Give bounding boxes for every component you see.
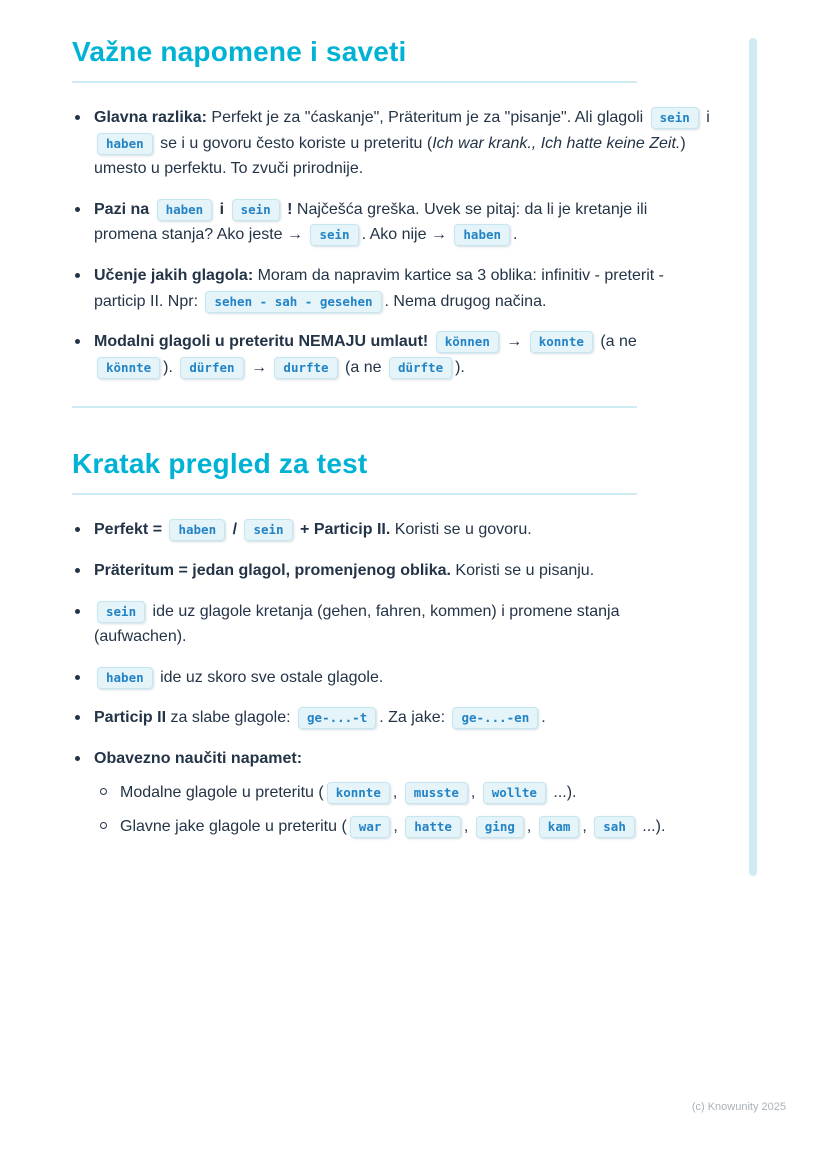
code-token: ge-...-t xyxy=(298,707,376,729)
list-item xyxy=(72,329,714,380)
bullet-list xyxy=(72,105,714,380)
text-run xyxy=(428,333,432,350)
section-title: Kratak pregled za test xyxy=(72,448,637,495)
sub-list-item xyxy=(98,780,714,806)
code-token: könnte xyxy=(97,357,160,379)
bold-text: i xyxy=(215,200,229,218)
code-token: haben xyxy=(169,519,225,541)
footer-credit: (c) Knowunity 2025 xyxy=(691,1101,786,1113)
text-run: → xyxy=(246,358,272,376)
text-run: Modalne glagole u preteritu ( xyxy=(120,783,324,801)
bold-text: Obavezno naučiti napamet: xyxy=(94,749,303,767)
text-run: (a ne xyxy=(595,333,637,351)
code-token: durfte xyxy=(274,357,337,379)
text-run: za slabe glagole: xyxy=(166,709,296,727)
list-item xyxy=(72,517,714,543)
bold-text: Perfekt = xyxy=(94,521,167,539)
code-token: haben xyxy=(157,199,213,221)
text-run: se i u govoru često koriste u preteritu ( xyxy=(155,134,433,152)
bold-text: + Particip II. xyxy=(295,521,391,539)
code-token: können xyxy=(436,331,499,353)
text-run: (a ne xyxy=(340,358,386,376)
text-run: ...). xyxy=(548,783,577,801)
section-title: Važne napomene i saveti xyxy=(72,36,637,83)
text-run: Glavne jake glagole u preteritu ( xyxy=(120,818,347,836)
code-token: haben xyxy=(97,133,153,155)
sections-container xyxy=(72,36,714,840)
section-divider xyxy=(72,406,637,408)
text-run: ). xyxy=(455,358,465,376)
text-run: Moram da napravim kartice sa 3 oblika: infinitiv - preterit - particip II. Npr: xyxy=(94,266,664,310)
sub-list-item xyxy=(98,814,714,840)
list-item xyxy=(72,558,714,584)
text-run: , xyxy=(463,818,473,836)
text-run: ide uz skoro sve ostale glagole. xyxy=(155,668,384,686)
code-token: sein xyxy=(244,519,292,541)
text-run: , xyxy=(526,818,536,836)
code-token: haben xyxy=(97,667,153,689)
text-run: . Nema drugog načina. xyxy=(384,292,547,310)
bold-text: Präteritum = jedan glagol, promenjenog oblika. xyxy=(94,561,451,579)
code-token: sein xyxy=(232,199,280,221)
code-token: konnte xyxy=(530,331,593,353)
bold-text: Pazi na xyxy=(94,200,154,218)
list-item xyxy=(72,105,714,182)
text-run: . Za jake: xyxy=(379,709,450,727)
list-item xyxy=(72,197,714,248)
code-token: sehen - sah - gesehen xyxy=(205,291,381,313)
sub-bullet-list xyxy=(98,780,714,840)
code-token: konnte xyxy=(327,782,390,804)
code-token: sein xyxy=(97,601,145,623)
list-item xyxy=(72,665,714,691)
code-token: hatte xyxy=(405,816,461,838)
code-token: war xyxy=(350,816,391,838)
bullet-list xyxy=(72,517,714,839)
code-token: musste xyxy=(405,782,468,804)
bold-text: Particip II xyxy=(94,709,167,727)
text-run: ) umesto u perfektu. To zvuči prirodnije. xyxy=(94,134,686,178)
text-run: ide uz glagole kretanja (gehen, fahren, kommen) i promene stanja (aufwachen). xyxy=(94,602,620,646)
text-run: ). xyxy=(163,358,178,376)
bold-text: ! xyxy=(282,200,293,218)
list-item xyxy=(72,746,714,840)
code-token: sah xyxy=(594,816,635,838)
code-token: ging xyxy=(476,816,524,838)
code-token: kam xyxy=(539,816,580,838)
note-content xyxy=(72,36,714,855)
text-run: ...). xyxy=(637,818,666,836)
scrollbar-thumb[interactable] xyxy=(749,38,757,876)
code-token: dürfen xyxy=(180,357,243,379)
bold-text: Glavna razlika: xyxy=(94,109,207,126)
text-run: , xyxy=(393,818,403,836)
code-token: wollte xyxy=(483,782,546,804)
text-run: → xyxy=(501,333,527,351)
text-run: Koristi se u pisanju. xyxy=(450,561,595,579)
bold-text: Učenje jakih glagola: xyxy=(94,266,254,284)
text-run: , xyxy=(582,818,592,836)
list-item xyxy=(72,263,714,314)
code-token: dürfte xyxy=(389,357,452,379)
text-run: Perfekt je za "ćaskanje", Präteritum je za "pisanje". Ali glagoli xyxy=(206,109,648,126)
text-run: i xyxy=(701,109,710,126)
text-run: , xyxy=(392,783,402,801)
list-item xyxy=(72,599,714,650)
code-token: sein xyxy=(310,224,358,246)
bold-text: / xyxy=(228,521,242,539)
text-run: Najčešća greška. Uvek se pitaj: da li je kretanje ili promena stanja? Ako jeste → xyxy=(94,200,648,244)
text-run: . xyxy=(513,226,518,244)
text-run: . xyxy=(541,709,546,727)
code-token: ge-...-en xyxy=(452,707,538,729)
list-item xyxy=(72,705,714,731)
bold-text: Modalni glagoli u preteritu NEMAJU umlaut! xyxy=(94,333,429,351)
text-run: , xyxy=(470,783,480,801)
text-run: Koristi se u govoru. xyxy=(390,521,532,539)
code-token: sein xyxy=(651,107,699,129)
code-token: haben xyxy=(454,224,510,246)
italic-text: Ich war krank., Ich hatte keine Zeit. xyxy=(432,134,681,152)
text-run: . Ako nije → xyxy=(361,226,452,244)
